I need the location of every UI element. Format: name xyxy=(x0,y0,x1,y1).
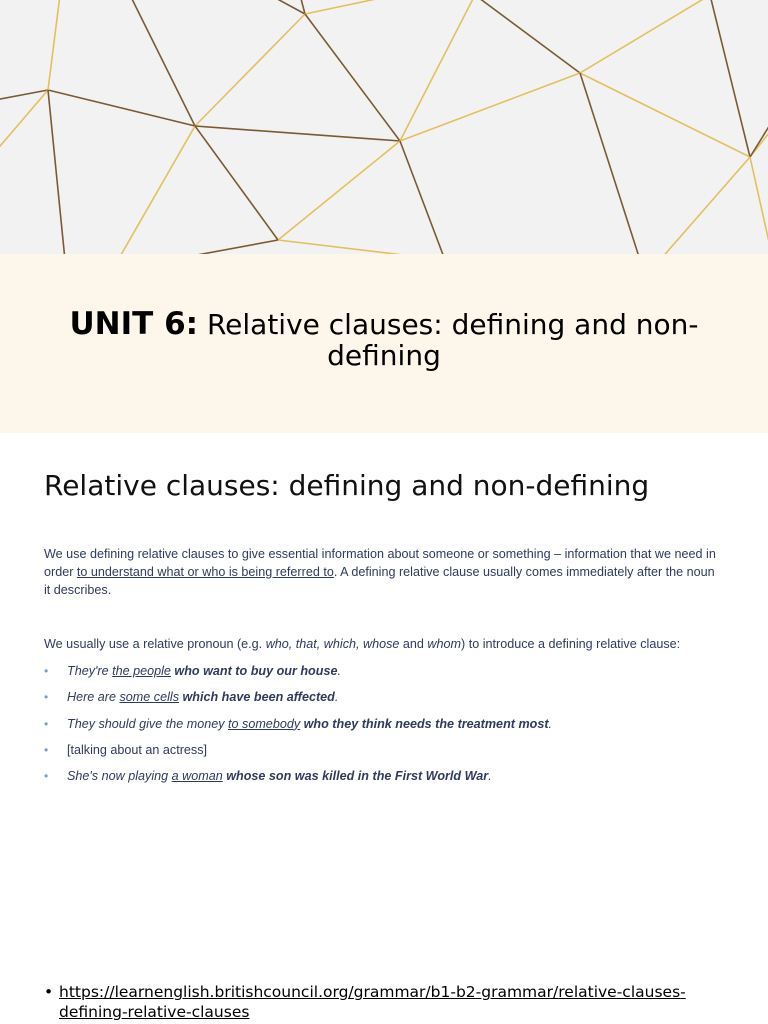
example-lead: Here are xyxy=(67,690,120,705)
paragraph-pronouns xyxy=(44,635,724,653)
bullet: • xyxy=(44,769,49,784)
bullet: • xyxy=(44,742,49,757)
example-underlined: some cells xyxy=(119,690,179,705)
pattern-line xyxy=(130,0,195,126)
example-lead: They should give the money xyxy=(67,716,229,731)
list-item xyxy=(44,982,724,1022)
example-end: . xyxy=(548,716,553,731)
example-underlined: a woman xyxy=(171,769,223,784)
example-lead: She's now playing xyxy=(67,769,172,784)
pattern-line xyxy=(195,126,278,240)
example-list xyxy=(44,662,724,793)
example-end: . xyxy=(337,664,341,678)
unit-number: UNIT 6: xyxy=(69,306,199,342)
list-item xyxy=(44,688,724,714)
pattern-line xyxy=(475,0,580,73)
bullet: • xyxy=(44,983,54,1001)
gold-line-pattern xyxy=(0,0,768,254)
pattern-line xyxy=(48,0,60,90)
p2-text-before: We usually use a relative pronoun (e.g. xyxy=(44,637,266,651)
p1-underlined: to understand what or who is being referred to xyxy=(76,565,334,579)
pattern-line xyxy=(400,73,580,141)
example-underlined: to somebody xyxy=(228,716,301,731)
p2-and: and xyxy=(399,637,428,651)
pattern-line xyxy=(305,0,395,14)
example-plain: [talking about an actress] xyxy=(67,742,208,757)
geometric-header-pattern xyxy=(0,0,768,254)
list-item xyxy=(44,662,724,688)
reference-list xyxy=(44,982,724,1022)
list-item xyxy=(44,741,724,767)
pattern-line xyxy=(0,90,48,152)
example-lead: They're xyxy=(67,664,113,678)
pattern-line xyxy=(48,90,65,254)
slide-content xyxy=(0,433,768,1024)
pattern-line xyxy=(580,73,640,254)
example-end: . xyxy=(488,769,492,784)
p2-pronouns: who, that, which, whose xyxy=(265,637,400,651)
bullet: • xyxy=(44,664,49,678)
pattern-line xyxy=(710,0,750,157)
pattern-line xyxy=(195,126,400,141)
pattern-line xyxy=(118,126,195,254)
unit-title xyxy=(40,306,728,372)
reference-link[interactable]: https://learnenglish.britishcouncil.org/grammar/b1-b2-grammar/relative-clauses-defining-relative-clauses xyxy=(59,983,686,1021)
pattern-line xyxy=(278,141,400,240)
bullet: • xyxy=(44,716,49,731)
pattern-line xyxy=(48,90,195,126)
p2-whom: whom xyxy=(427,637,462,651)
title-band xyxy=(0,254,768,433)
list-item xyxy=(44,767,724,793)
pattern-line xyxy=(750,157,768,254)
example-bold: who they think needs the treatment most xyxy=(300,716,549,731)
example-bold: who want to buy our house xyxy=(170,664,338,678)
pattern-line xyxy=(270,0,305,14)
bullet: • xyxy=(44,690,49,705)
p1-text-after: . A defining relative clause usually comes immediately after the noun it describes. xyxy=(44,565,715,597)
pattern-line xyxy=(195,14,305,126)
pattern-line xyxy=(305,14,400,141)
pattern-line xyxy=(400,141,445,254)
example-bold: which have been affected xyxy=(179,690,335,705)
p2-text-after: ) to introduce a defining relative clause: xyxy=(461,637,681,651)
example-end: . xyxy=(334,690,339,705)
unit-title-text: Relative clauses: defining and non-defining xyxy=(206,308,699,372)
list-item xyxy=(44,715,724,741)
paragraph-definition xyxy=(44,545,724,599)
pattern-line xyxy=(400,0,475,141)
p1-text-before: We use defining relative clauses to give essential information about someone or something – information that we need in order xyxy=(44,547,716,579)
pattern-line xyxy=(170,240,278,254)
example-underlined: the people xyxy=(112,664,171,678)
example-bold: whose son was killed in the First World War xyxy=(222,769,489,784)
pattern-line xyxy=(278,240,445,254)
slide-heading: Relative clauses: defining and non-defining xyxy=(44,469,650,502)
pattern-line xyxy=(580,73,750,157)
pattern-line xyxy=(660,157,750,254)
pattern-line xyxy=(580,0,710,73)
